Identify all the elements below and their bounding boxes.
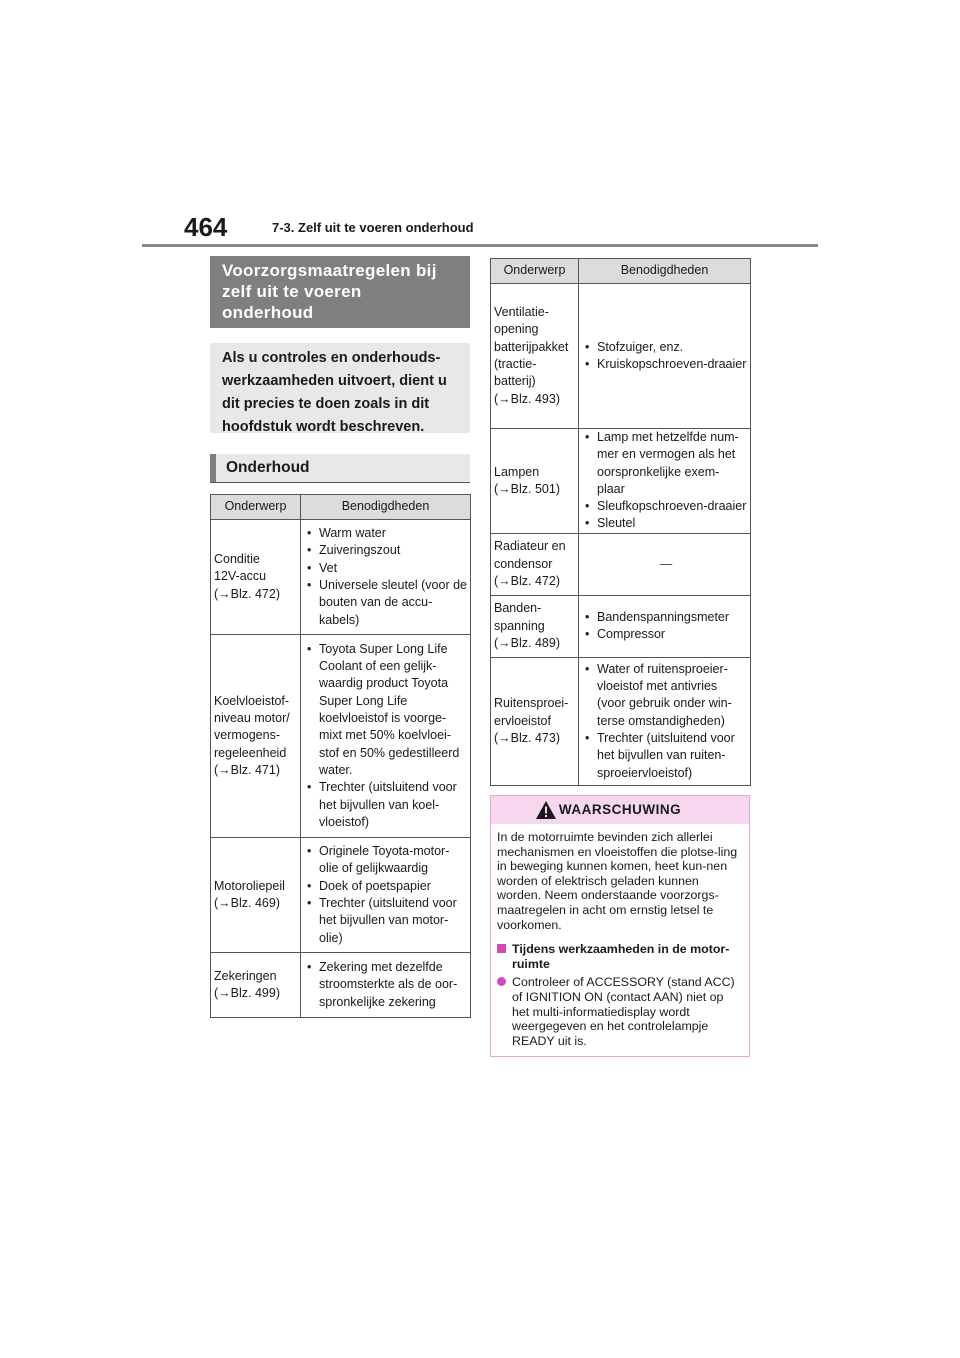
tools-list-item: • Kruiskopschroeven-draaier [585, 356, 747, 373]
topic-cell [491, 657, 579, 785]
topic-line: Conditie [214, 552, 260, 567]
warning-box [490, 795, 750, 1057]
tools-cell [579, 595, 751, 657]
topic-line: ervloeistof [494, 713, 551, 728]
topic-line: (tractie- [494, 357, 537, 371]
topic-line: Lampen [494, 464, 540, 479]
topic-line: regeleenheid [214, 745, 287, 760]
topic-cell [491, 284, 579, 429]
tools-cell [579, 657, 751, 785]
warning-subheading [497, 942, 743, 971]
maintenance-table-left [210, 494, 471, 1018]
topic-line: (→Blz. 472) [214, 586, 280, 601]
table-body [491, 284, 751, 786]
tools-list-item: • Zekering met dezelfde stroomsterkte als de oor-spronkelijke zekering [307, 959, 467, 1011]
table-row [211, 520, 471, 635]
tools-list-item: • Trechter (uitsluitend voor het bijvullen van motor-olie) [307, 895, 467, 947]
tools-list-item: • Zuiveringszout [307, 542, 467, 559]
warning-intro: In de motorruimte bevinden zich allerlei mechanismen en vloeistoffen die plotse-ling in beweging kunnen komen, heet kun-nen worden of elektrisch geladen kunnen worden. Neem onderstaande voorzorgs-maatregelen in acht om ernstig letsel te voorkomen. [497, 830, 738, 932]
topic-line: 12V-accu [214, 569, 267, 584]
tools-cell [579, 429, 751, 534]
tools-list-item: • Warm water [307, 525, 467, 542]
warning-heading-text: Tijdens werkzaamheden in de motor-ruimte [512, 942, 730, 971]
table-row [211, 953, 471, 1018]
tools-list [307, 959, 467, 1011]
table-row [491, 284, 751, 429]
circle-bullet-icon [497, 977, 506, 986]
column-header-tools: Benodigdheden [301, 495, 471, 520]
topic-line: (→Blz. 499) [214, 986, 280, 1000]
no-tools-dash: — [659, 556, 673, 571]
table-row [491, 595, 751, 657]
tools-list-item: • Water of ruitensproeier-vloeistof met antivries (voor gebruik onder win-terse omstandigheden) [585, 661, 747, 730]
warning-title: WAARSCHUWING [558, 801, 682, 817]
tools-list [585, 609, 747, 644]
warning-body [491, 824, 749, 1048]
topic-cell [491, 429, 579, 534]
topic-line: Radiateur en [494, 539, 566, 554]
tools-list-item: • Trechter (uitsluitend voor het bijvullen van koel-vloeistof) [307, 779, 467, 831]
tools-list-item: • Universele sleutel (voor de bouten van de accu-kabels) [307, 577, 467, 629]
subheading-rule [210, 482, 470, 483]
tools-list [307, 525, 467, 629]
tools-list-item: • Doek of poetspapier [307, 878, 467, 895]
topic-line: (→Blz. 472) [494, 573, 560, 588]
column-header-tools: Benodigdheden [579, 259, 751, 284]
topic-cell [211, 953, 301, 1018]
topic-line: (→Blz. 489) [494, 635, 560, 650]
topic-line: Koelvloeistof- [214, 693, 290, 708]
intro-text: Als u controles en onderhouds-werkzaamheden uitvoert, dient u dit precies te doen zoals in dit hoofdstuk wordt beschreven. [210, 343, 470, 433]
tools-list-item: • Toyota Super Long Life Coolant of een gelijk-waardig product Toyota Super Long Life koelvloeistof is voorge-mixt met 50% koelvloei-stof en 50% gedestilleerd water. [307, 641, 467, 779]
topic-cell [211, 635, 301, 838]
tools-list [307, 641, 467, 831]
topic-line: Motoroliepeil [214, 878, 285, 893]
topic-line: opening [494, 322, 539, 337]
topic-cell [491, 533, 579, 595]
topic-cell [211, 520, 301, 635]
tools-list-item: • Sleutel [585, 515, 747, 532]
tools-cell [301, 635, 471, 838]
table-row [491, 657, 751, 785]
tools-list [585, 661, 747, 782]
table-row [211, 838, 471, 953]
topic-line: (→Blz. 473) [494, 730, 560, 745]
tools-list-item: • Lamp met hetzelfde num-mer en vermogen als het oorspronkelijke exem-plaar [585, 429, 747, 498]
column-header-topic: Onderwerp [211, 495, 301, 520]
topic-line: batterij) [494, 374, 536, 389]
topic-line: (→Blz. 469) [214, 896, 280, 910]
topic-line: batterijpakket [494, 339, 569, 354]
tools-list-item: • Trechter (uitsluitend voor het bijvullen van ruiten-sproeiervloeistof) [585, 730, 747, 782]
topic-line: Ruitensproei- [494, 696, 569, 711]
topic-line: (→Blz. 501) [494, 481, 560, 496]
square-bullet-icon [497, 944, 506, 953]
page-number: 464 [184, 212, 228, 242]
header-rule [142, 244, 818, 247]
column-header-topic: Onderwerp [491, 259, 579, 284]
tools-list [585, 429, 747, 533]
tools-list [307, 843, 467, 947]
table-body [211, 520, 471, 1018]
tools-list-item: • Compressor [585, 626, 747, 643]
tools-list-item: • Stofzuiger, enz. [585, 339, 747, 356]
tools-cell [301, 838, 471, 953]
tools-cell [301, 520, 471, 635]
subheading: Onderhoud [210, 454, 470, 482]
topic-line: Ventilatie- [494, 305, 549, 320]
section-header: 7-3. Zelf uit te voeren onderhoud [272, 220, 474, 235]
topic-line: condensor [494, 556, 553, 571]
table-row [491, 429, 751, 534]
warning-triangle-icon [535, 800, 557, 820]
tools-list-item: • Vet [307, 560, 467, 577]
warning-header [491, 796, 749, 824]
warning-item-text: Controleer of ACCESSORY (stand ACC) of IGNITION ON (contact AAN) niet op het multi-informatiedisplay wordt weergegeven en het controlelampje READY uit is. [512, 975, 735, 1048]
tools-cell [579, 533, 751, 595]
topic-cell [211, 838, 301, 953]
tools-list-item: • Bandenspanningsmeter [585, 609, 747, 626]
warning-item [497, 975, 743, 1048]
tools-cell [579, 284, 751, 429]
table-row [211, 635, 471, 838]
tools-list [585, 339, 747, 374]
tools-list-item: • Sleufkopschroeven-draaier [585, 498, 747, 515]
topic-line: Banden- [494, 601, 542, 616]
topic-cell [491, 595, 579, 657]
topic-line: vermogens- [214, 728, 280, 743]
topic-line: spanning [494, 618, 545, 633]
topic-line: (→Blz. 493) [494, 391, 560, 406]
tools-list-item: • Originele Toyota-motor-olie of gelijkwaardig [307, 843, 467, 878]
maintenance-table-right [490, 258, 751, 786]
topic-line: Zekeringen [214, 968, 277, 983]
section-title: Voorzorgsmaatregelen bij zelf uit te voeren onderhoud [210, 256, 470, 328]
table-row [491, 533, 751, 595]
topic-line: (→Blz. 471) [214, 762, 280, 777]
tools-cell [301, 953, 471, 1018]
topic-line: niveau motor/ [214, 711, 290, 726]
